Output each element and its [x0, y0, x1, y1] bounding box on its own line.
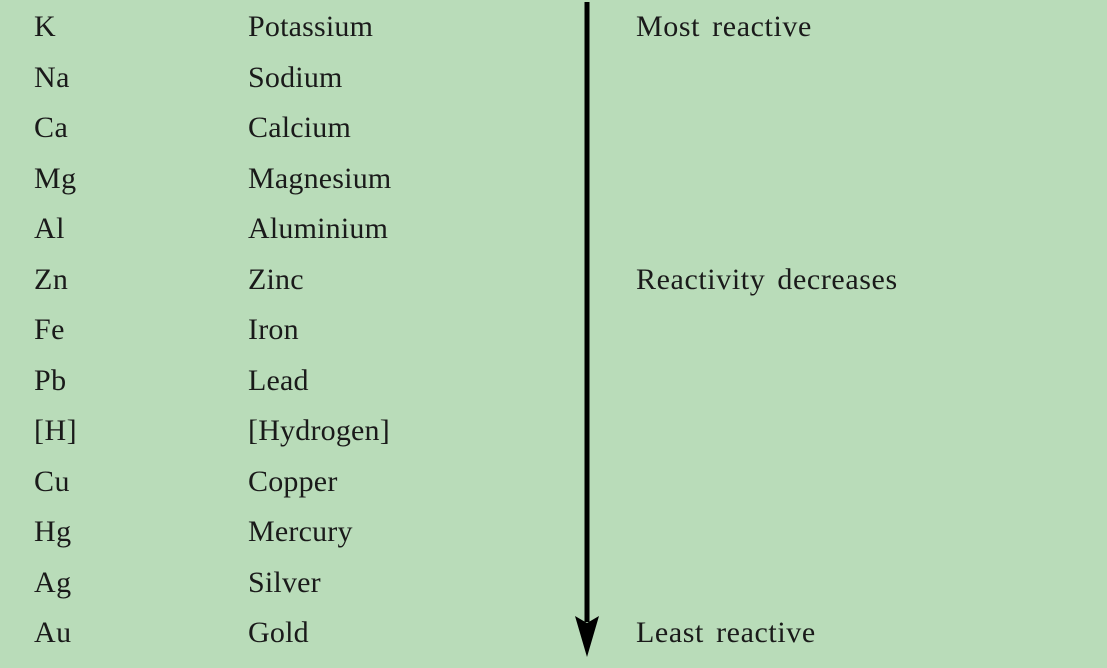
list-item — [0, 61, 1107, 112]
metal-symbol: Cu — [34, 464, 71, 498]
metal-name: Lead — [248, 363, 309, 397]
metal-symbol: [H] — [34, 414, 78, 447]
list-item — [0, 465, 1107, 516]
metal-name: [Hydrogen] — [248, 414, 390, 447]
metal-name: Gold — [248, 616, 309, 649]
metal-symbol: Zn — [34, 262, 69, 296]
metal-symbol: Mg — [34, 161, 77, 195]
metal-symbol: Ca — [34, 111, 69, 144]
metal-symbol: Ag — [34, 565, 72, 599]
metal-symbol: K — [34, 10, 57, 43]
list-item — [0, 212, 1107, 263]
list-item — [0, 313, 1107, 364]
metal-list — [0, 10, 1107, 667]
reactivity-note: Most reactive — [636, 10, 812, 43]
metal-name: Copper — [248, 464, 338, 498]
list-item — [0, 515, 1107, 566]
list-item — [0, 616, 1107, 667]
metal-name: Sodium — [248, 60, 343, 94]
list-item — [0, 162, 1107, 213]
metal-name: Iron — [248, 313, 299, 346]
list-item — [0, 566, 1107, 617]
metal-symbol: Fe — [34, 313, 65, 346]
metal-name: Calcium — [248, 111, 352, 144]
metal-symbol: Pb — [34, 363, 67, 397]
reactivity-note: Least reactive — [636, 616, 816, 649]
metal-name: Magnesium — [248, 161, 392, 195]
metal-name: Silver — [248, 565, 321, 599]
metal-symbol: Hg — [34, 515, 72, 548]
reactivity-note: Reactivity decreases — [636, 262, 898, 296]
list-item — [0, 364, 1107, 415]
metal-symbol: Na — [34, 60, 70, 94]
metal-symbol: Au — [34, 616, 72, 649]
metal-name: Mercury — [248, 515, 353, 548]
metal-symbol: Al — [34, 212, 65, 245]
metal-name: Potassium — [248, 10, 374, 43]
list-item — [0, 111, 1107, 162]
metal-name: Aluminium — [248, 212, 389, 245]
list-item — [0, 263, 1107, 314]
metal-name: Zinc — [248, 262, 304, 296]
list-item — [0, 10, 1107, 61]
list-item — [0, 414, 1107, 465]
